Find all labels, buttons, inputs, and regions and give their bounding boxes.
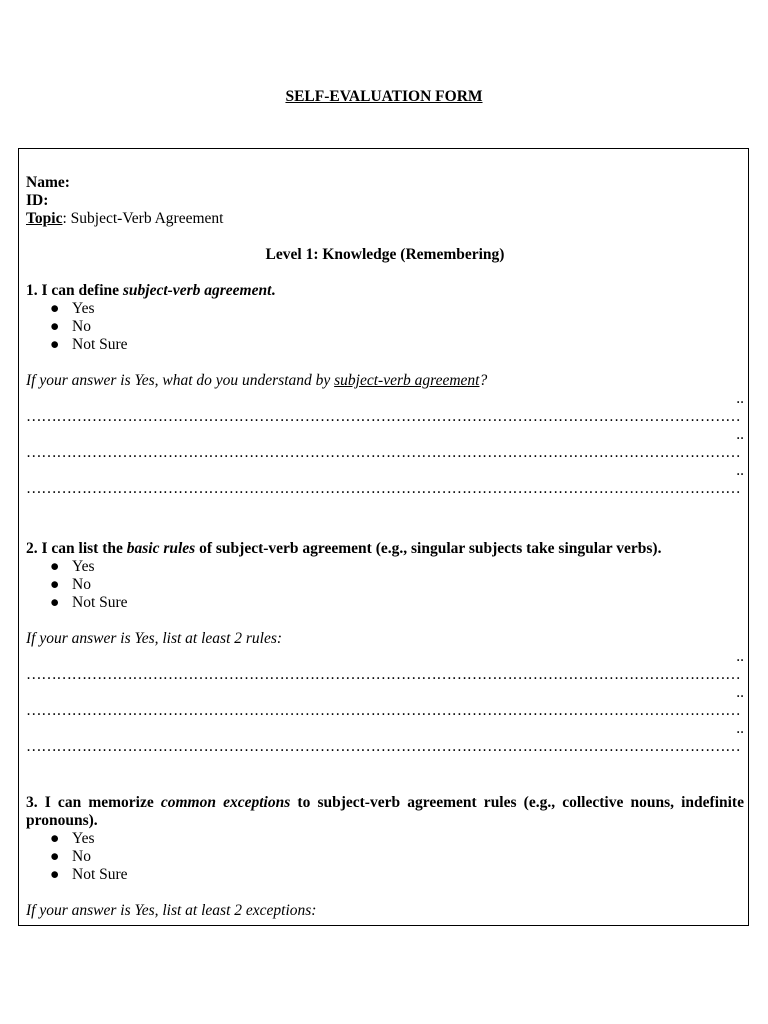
question-3-term: common exceptions (160, 794, 291, 811)
question-2-text: 2. I can list the basic rules of subject-verb agreement (e.g., singular subjects take singular verbs). (26, 540, 662, 557)
bullet-icon: ● (50, 336, 60, 353)
bullet-icon: ● (50, 848, 60, 865)
option-no[interactable]: ● No (50, 848, 91, 865)
bullet-icon: ● (50, 576, 60, 593)
question-1-term: subject-verb agreement (122, 282, 272, 299)
question-1-text: 1. I can define subject-verb agreement. (26, 282, 276, 299)
option-not-sure[interactable]: ● Not Sure (50, 594, 128, 611)
option-not-sure[interactable]: ● Not Sure (50, 336, 128, 353)
question-3-options (26, 830, 744, 884)
question-2-options (26, 558, 744, 612)
bullet-icon: ● (50, 300, 60, 317)
form-title: SELF-EVALUATION FORM (285, 88, 483, 105)
option-not-sure[interactable]: ● Not Sure (50, 866, 128, 883)
option-no[interactable]: ● No (50, 318, 91, 335)
name-label: Name: (26, 174, 70, 191)
bullet-icon: ● (50, 318, 60, 335)
question-2-term: basic rules (126, 540, 196, 557)
question-3-prompt: If your answer is Yes, list at least 2 exceptions: (26, 902, 317, 919)
option-yes[interactable]: ● Yes (50, 300, 95, 317)
answer-lines-1[interactable]: .. …………………………………………………………………………………………………………………………… .. …………………………………………………………………………………………………………………………… .. …………………………………………………………………………………………………………………………… (26, 390, 744, 497)
question-2-prompt: If your answer is Yes, list at least 2 rules: (26, 630, 283, 647)
level-heading: Level 1: Knowledge (Remembering) (265, 246, 505, 263)
question-1-options (26, 300, 744, 354)
question-2 (26, 540, 744, 756)
question-3-text: 3. I can memorize common exceptions to subject-verb agreement rules (e.g., collective nouns, indefinite pronouns). (26, 794, 744, 829)
bullet-icon: ● (50, 830, 60, 847)
form-container (18, 148, 749, 926)
topic-label: Topic (26, 210, 63, 227)
answer-lines-2[interactable]: .. …………………………………………………………………………………………………………………………… .. …………………………………………………………………………………………………………………………… .. …………………………………………………………………………………………………………………………… (26, 648, 744, 755)
bullet-icon: ● (50, 866, 60, 883)
question-1-prompt-term: subject-verb agreement (334, 372, 480, 389)
question-3 (26, 794, 744, 920)
id-label: ID: (26, 192, 49, 209)
option-yes[interactable]: ● Yes (50, 830, 95, 847)
bullet-icon: ● (50, 594, 60, 611)
question-1 (26, 282, 744, 498)
question-1-prompt: If your answer is Yes, what do you understand by subject-verb agreement? (26, 372, 488, 389)
option-yes[interactable]: ● Yes (50, 558, 95, 575)
topic-line (26, 210, 744, 228)
topic-value: : Subject-Verb Agreement (62, 210, 224, 227)
bullet-icon: ● (50, 558, 60, 575)
option-no[interactable]: ● No (50, 576, 91, 593)
header-fields (26, 174, 744, 228)
